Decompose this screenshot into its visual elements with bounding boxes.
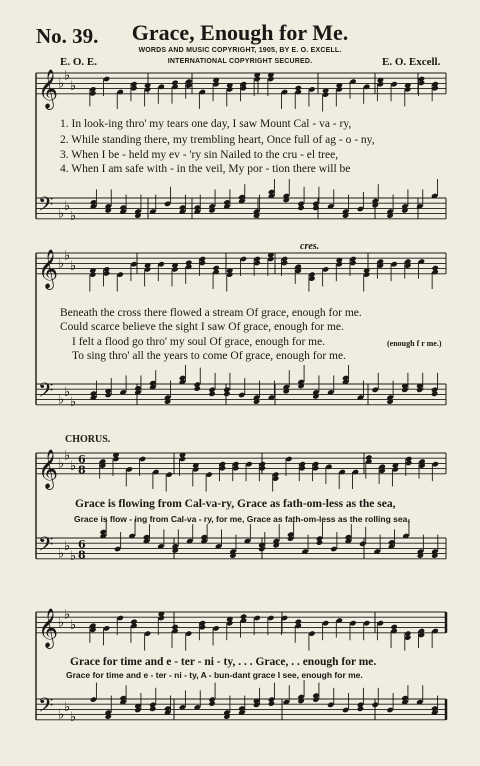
- system-3-treble-time-signature: 6: [78, 452, 86, 466]
- system-3-bass-flat-icon: ♭: [70, 549, 77, 565]
- system-4-treble-note-head: [295, 619, 302, 625]
- system-4-treble-flat-icon: ♭: [70, 618, 77, 633]
- system-4-bass-note-head: [208, 700, 215, 706]
- words-credit: E. O. E.: [60, 56, 97, 68]
- system-1-treble-flat-icon: ♭: [70, 79, 77, 94]
- bass-clef-icon: 𝄢: [38, 192, 54, 221]
- bass-clef-icon: 𝄢: [38, 378, 54, 407]
- verse-1-line: 1. In look-ing thro' my tears one day, I saw Mount Cal - va - ry,: [60, 118, 352, 130]
- system-2-treble-note-head: [185, 260, 192, 266]
- system-4-treble-flat-icon: ♭: [64, 607, 71, 623]
- copyright-line: WORDS AND MUSIC COPYRIGHT, 1905, BY E. O. EXCELL.: [138, 47, 342, 54]
- chorus-end-lyric-upper: Grace for time and e - ter - ni - ty, . . . Grace, . . enough for me.: [70, 656, 377, 668]
- system-2-treble-flat-icon: ♭: [58, 256, 65, 272]
- system-4-treble-flat-icon: ♭: [58, 615, 65, 631]
- system-2-bass-note-head: [431, 391, 438, 397]
- system-2-bass-note-head: [194, 385, 201, 391]
- verse-3-refrain: I felt a flood go thro' my soul Of grace, enough for me.: [72, 336, 326, 348]
- system-2-treble-note-head: [212, 265, 219, 271]
- system-2-treble-note-head: [431, 265, 438, 271]
- system-1-treble-note-head: [171, 80, 178, 86]
- bass-clef-icon: 𝄢: [38, 532, 54, 561]
- system-3-bass-flat-icon: ♭: [58, 546, 65, 562]
- verse-3-line: 3. When I be - held my ev - 'ry sin Nailed to the cru - el tree,: [60, 149, 339, 161]
- system-2-bass-note-head: [208, 391, 215, 397]
- system-4-treble-note-head: [130, 619, 137, 625]
- chorus-label: CHORUS.: [65, 434, 111, 445]
- chorus-end-lyric-lower: Grace for time and e - ter - ni - ty, A - bun-dant grace I see, enough for me.: [66, 670, 363, 680]
- system-4-bass-note-head: [357, 706, 364, 712]
- system-2-treble-flat-icon: ♭: [64, 248, 71, 264]
- alt-lyric-aside: (enough f r me.): [387, 339, 442, 348]
- treble-clef-icon: 𝄞: [38, 68, 59, 109]
- chorus-lyric-lower: Grace is flow - ing from Cal-va - ry, for me, Grace as fath-om-less as the rolling sea,: [74, 514, 410, 524]
- system-3-bass-time-signature: 8: [78, 548, 86, 562]
- verse-1-refrain: Beneath the cross there flowed a stream Of grace, enough for me.: [60, 307, 362, 319]
- system-3-treble-time-signature: 8: [78, 463, 86, 477]
- verse-4-line: 4. When I am safe with - in the veil, My por - tion there will be: [60, 163, 351, 175]
- treble-clef-icon: 𝄞: [38, 448, 59, 489]
- system-4-bass-flat-icon: ♭: [64, 699, 71, 715]
- system-4-treble-note-head: [171, 624, 178, 630]
- bass-clef-icon: 𝄢: [38, 693, 54, 722]
- system-4-bass-flat-icon: ♭: [58, 707, 65, 723]
- system-4-bass-note-head: [268, 700, 275, 706]
- system-2-bass-flat-icon: ♭: [64, 384, 71, 400]
- copyright-notice: INTERNATIONAL COPYRIGHT SECURED.: [167, 58, 313, 65]
- system-4-bass-note-head: [149, 706, 156, 712]
- system-3-treble-flat-icon: ♭: [70, 459, 77, 474]
- system-4-bass-flat-icon: ♭: [70, 710, 77, 726]
- system-3-bass-flat-icon: ♭: [64, 538, 71, 554]
- verse-2-line: 2. While standing there, my trembling heart, Once full of ag - o - ny,: [60, 134, 375, 146]
- system-3-treble-note-head: [365, 454, 372, 460]
- system-3-treble-flat-icon: ♭: [64, 448, 71, 464]
- system-2-bass-note-head: [223, 391, 230, 397]
- system-1-bass-flat-icon: ♭: [64, 198, 71, 214]
- system-4-treble-note-head: [240, 613, 247, 619]
- system-1-treble-note-head: [295, 85, 302, 91]
- system-4-treble-note-head: [390, 624, 397, 630]
- system-2-bass-flat-icon: ♭: [70, 395, 77, 411]
- system-3-bass-note-head: [316, 539, 323, 545]
- chorus-lyric-upper: Grace is flowing from Cal-va-ry, Grace as fath-om-less as the sea,: [75, 498, 396, 510]
- hymn-title: Grace, Enough for Me.: [131, 20, 349, 45]
- system-1-bass-note-head: [297, 205, 304, 211]
- system-2-bass-flat-icon: ♭: [58, 392, 65, 408]
- treble-clef-icon: 𝄞: [38, 607, 59, 648]
- hymn-number: No. 39.: [36, 24, 99, 48]
- system-2-treble-flat-icon: ♭: [70, 259, 77, 274]
- dynamic-marking: cres.: [300, 241, 320, 252]
- verse-2-refrain: Could scarce believe the sight I saw Of grace, enough for me.: [60, 321, 344, 333]
- system-1-bass-flat-icon: ♭: [58, 206, 65, 222]
- system-1-treble-flat-icon: ♭: [64, 68, 71, 84]
- treble-clef-icon: 𝄞: [38, 248, 59, 289]
- verse-4-refrain: To sing thro' all the years to come Of grace, enough for me.: [72, 350, 346, 362]
- system-3-bass-time-signature: 6: [78, 537, 86, 551]
- music-credit: E. O. Excell.: [382, 56, 441, 68]
- system-1-treble-flat-icon: ♭: [58, 76, 65, 92]
- system-1-bass-note-head: [312, 205, 319, 211]
- system-3-treble-flat-icon: ♭: [58, 456, 65, 472]
- system-1-bass-flat-icon: ♭: [70, 209, 77, 225]
